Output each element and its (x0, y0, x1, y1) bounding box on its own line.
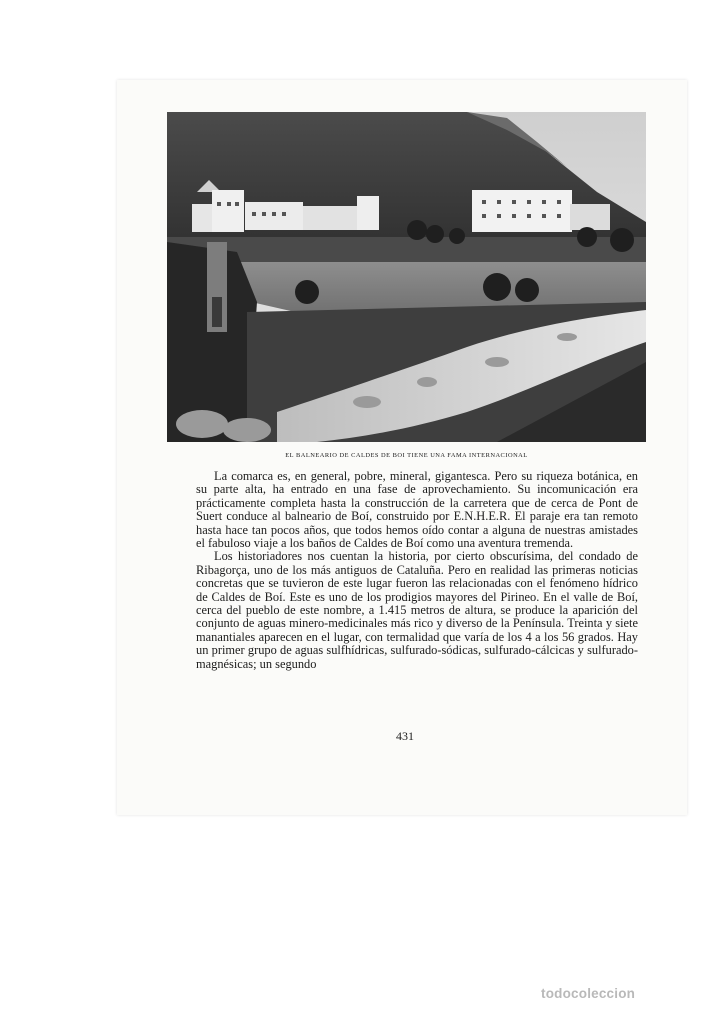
article-body (196, 470, 638, 671)
paragraph: Los historiadores nos cuentan la historia, por cierto obscurísima, del condado de Ribagorça, uno de los más antiguos de Cataluña. Pero en realidad las primeras noticias concretas que se tuvieron de este lugar fueron las relacionadas con el fenómeno hídrico de Caldes de Boí. Este es uno de los prodigios mayores del Pirineo. En el valle de Boí, cerca del pueblo de este nombre, a 1.415 metros de altura, se produce la aparición del conjunto de aguas minero-medicinales más rico y diverso de la Península. Treinta y siete manantiales aparecen en el lugar, con termalidad que varía de los 4 a los 56 grados. Hay un primer grupo de aguas sulfhídricas, sulfurado-sódicas, sulfurado-cálcicas y sulfurado-magnésicas; un segundo (196, 549, 638, 671)
page-number: 431 (396, 729, 414, 743)
photo-caption: EL BALNEARIO DE CALDES DE BOI TIENE UNA FAMA INTERNACIONAL (285, 452, 528, 459)
watermark-logo: todocoleccion (541, 986, 636, 1001)
paragraph: La comarca es, en general, pobre, mineral, gigantesca. Pero su riqueza botánica, en su parte alta, ha entrado en una fase de aprovechamiento. Su incomunicación era prácticamente completa hasta la construcción de la carretera que de cerca de Pont de Suert conduce al balneario de Boí, construido por E.N.H.E.R. El paraje era tan remoto hasta hace tan pocos años, que todos hemos oído contar a alguna de nuestras amistades el fabuloso viaje a los baños de Caldes de Boí como una aventura tremenda. (196, 469, 638, 551)
landscape-illustration (167, 112, 646, 442)
balneario-photo (167, 112, 646, 442)
